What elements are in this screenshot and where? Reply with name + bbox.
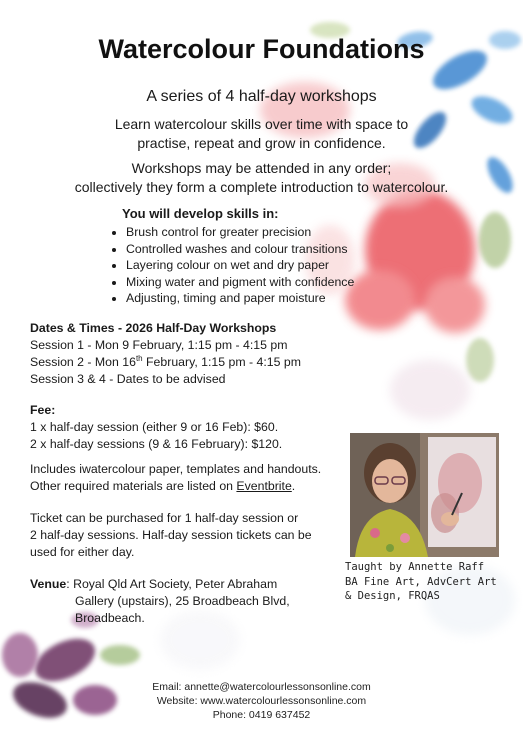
- includes-line: [30, 478, 321, 495]
- venue-line: Gallery (upstairs), 25 Broadbeach Blvd,: [75, 594, 290, 608]
- ticket-line: used for either day.: [30, 545, 135, 559]
- includes-text: Other required materials are listed on: [30, 479, 237, 493]
- dates-heading: Dates & Times - 2026 Half-Day Workshops: [30, 321, 277, 335]
- fee-heading: Fee:: [30, 403, 56, 417]
- ordinal-suffix: th: [135, 353, 143, 363]
- ticket-line: 2 half-day sessions. Half-day session tickets can be: [30, 528, 312, 542]
- venue-label: Venue: [30, 577, 67, 591]
- fee-section: [30, 402, 282, 453]
- skills-heading: You will develop skills in:: [122, 206, 279, 221]
- list-item: • Mixing water and pigment with confidence: [126, 274, 354, 291]
- dates-section: [30, 320, 301, 388]
- intro-line: Workshops may be attended in any order;: [131, 160, 392, 176]
- includes-text: .: [291, 479, 296, 493]
- intro-line: collectively they form a complete introduction to watercolour.: [74, 179, 449, 195]
- list-item: • Layering colour on wet and dry paper: [126, 257, 354, 274]
- includes-section: [30, 461, 321, 495]
- venue-address: : Royal Qld Art Society, Peter Abraham: [66, 577, 278, 591]
- intro-line: practise, repeat and grow in confidence.: [137, 135, 386, 151]
- fee-line: 1 x half-day session (either 9 or 16 Feb): $60.: [30, 420, 279, 434]
- intro-line: Learn watercolour skills over time with space to: [114, 116, 409, 132]
- contact-phone: Phone: 0419 637452: [212, 709, 311, 721]
- fee-line: 2 x half-day sessions (9 & 16 February): $120.: [30, 437, 283, 451]
- contact-info: [0, 680, 523, 722]
- session-3-4: Session 3 & 4 - Dates to be advised: [30, 372, 226, 386]
- includes-line: Includes iwatercolour paper, templates and handouts.: [30, 462, 322, 476]
- session-2: [30, 354, 301, 371]
- contact-email[interactable]: Email: annette@watercolourlessonsonline.com: [152, 681, 371, 693]
- venue-line: [30, 576, 290, 593]
- intro-text: [40, 115, 483, 153]
- session-2-date: Session 2 - Mon 16: [30, 355, 136, 369]
- eventbrite-link[interactable]: Eventbrite: [236, 479, 292, 493]
- ticket-line: Ticket can be purchased for 1 half-day session or: [30, 511, 299, 525]
- session-2-time: February, 1:15 pm - 4:15 pm: [142, 355, 301, 369]
- caption-line: & Design, FRQAS: [345, 590, 440, 602]
- page-subtitle: A series of 4 half-day workshops: [146, 88, 377, 105]
- caption-line: Taught by Annette Raff: [345, 561, 485, 573]
- venue-section: [30, 576, 290, 627]
- teacher-caption: [345, 560, 497, 604]
- contact-website[interactable]: Website: www.watercolourlessonsonline.com: [156, 695, 367, 707]
- page-title: Watercolour Foundations: [98, 34, 425, 64]
- list-item: • Adjusting, timing and paper moisture: [126, 290, 354, 307]
- list-item: • Brush control for greater precision: [126, 224, 354, 241]
- teacher-photo: [350, 433, 499, 557]
- skills-list: [108, 224, 354, 307]
- ticket-section: [30, 510, 312, 561]
- session-1: Session 1 - Mon 9 February, 1:15 pm - 4:15 pm: [30, 338, 288, 352]
- intro-text-order: [20, 159, 503, 197]
- list-item: • Controlled washes and colour transitions: [126, 241, 354, 258]
- caption-line: BA Fine Art, AdvCert Art: [345, 575, 497, 588]
- venue-line: Broadbeach.: [75, 611, 145, 625]
